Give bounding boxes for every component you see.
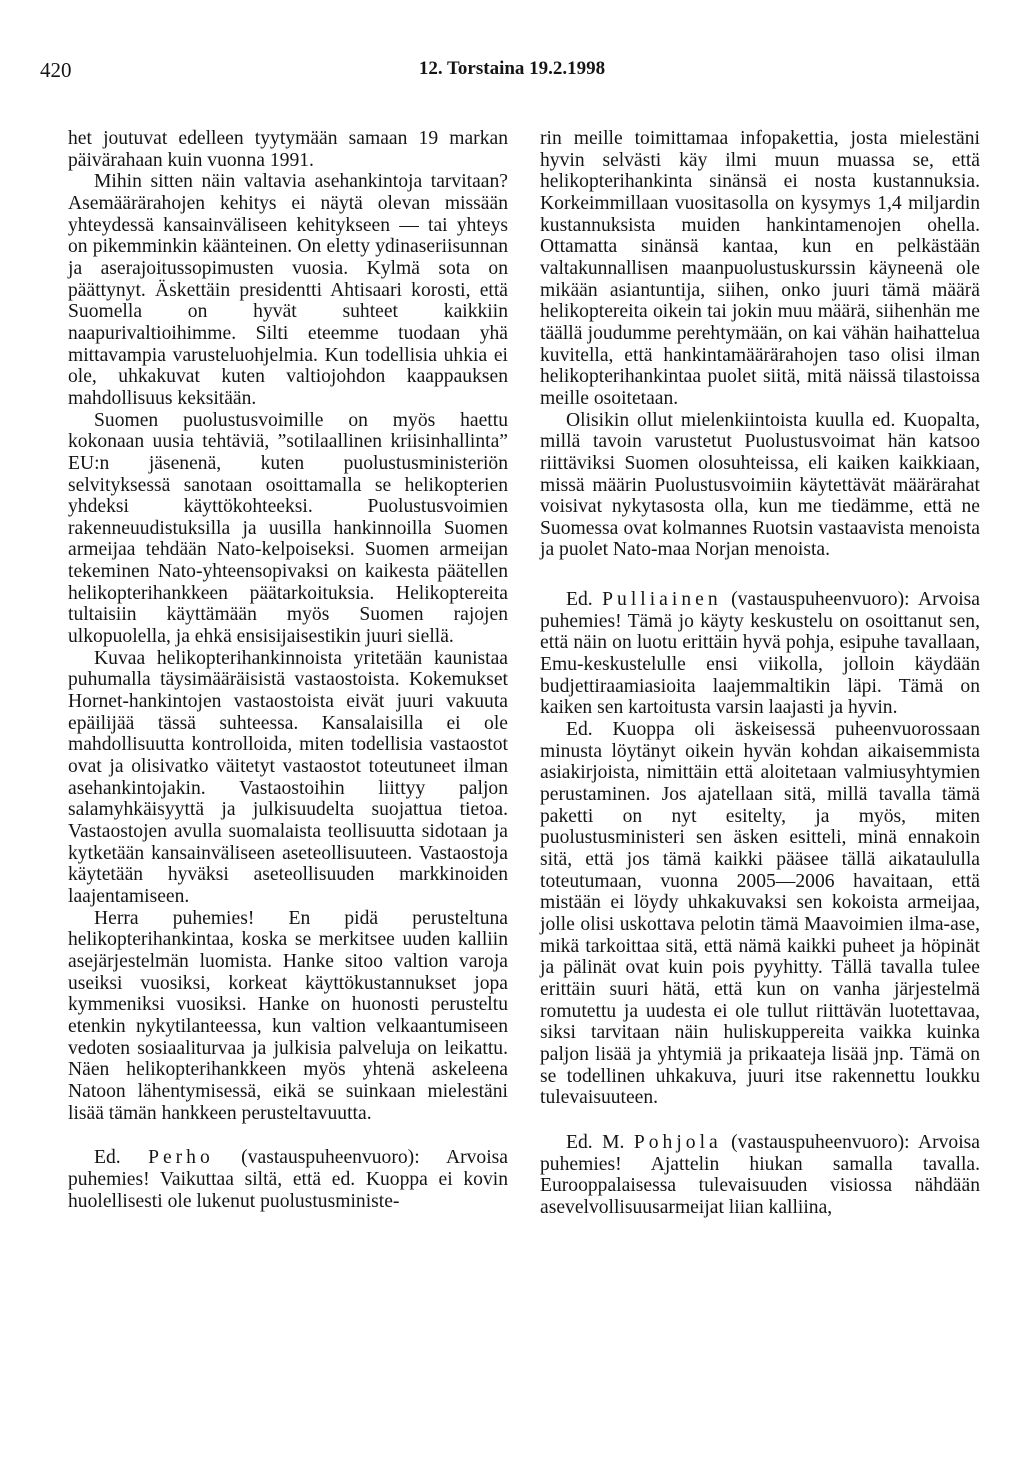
paragraph: Suomen puolustusvoimille on myös haettu kokonaan uusia tehtäviä, ”sotilaallinen kriisinhallinta” EU:n jäsenenä, kuten puolustusministeriön selvityksessä sanotaan osoittamalla se helikopterien yhdeksi käyttökohteeksi. Puolustusvoimien rakenneuudistuksilla ja uusilla hankinnoilla Suomen armeijaa tehdään Nato-kelpoiseksi. Suomen armeijan tekeminen Nato-yhteensopivaksi on kaikesta päätellen helikopterihankkeen päätarkoituksia. Helikoptereita tultaisiin käyttämään myös Suomen rajojen ulkopuolella, ja ehkä ensisijaisestikin juuri siellä. [68,409,508,648]
speaker-prefix: Ed. [566,589,603,611]
paragraph: Herra puhemies! En pidä perusteltuna helikopterihankintaa, koska se merkitsee uuden kalliin asejärjestelmän luomista. Hanke sitoo valtion varoja useiksi vuosiksi, korkeat käyttökustannukset jopa kymmeniksi vuosiksi. Hanke on huonosti perusteltu etenkin nykytilanteessa, kun valtion velkaantumiseen vedoten sosiaaliturvaa ja julkisia palveluja on leikattu. Näen helikopterihankkeen myös yhtenä askeleena Natoon lähentymisessä, eikä se suinkaan mielestäni lisää tämän hankkeen perusteltavuutta. [68,907,508,1124]
speech-text: (vastauspuheenvuoro): Arvoisa puhemies! Tämä jo käyty keskustelu on osoittanut sen, että näin on luotu erittäin hyvä pohja, esipuhe tavallaan, Emu-keskustelulle ensi viikolla, jolloin käydään budjettiraamiasioita laajemmaltikin läpi. Tämä on kaiken sen kartoitusta varsin laajasti ja hyvin. [540,589,981,719]
running-head: 12. Torstaina 19.2.1998 [418,58,606,79]
paragraph: Ed. Kuoppa oli äskeisessä puheenvuorossaan minusta löytänyt oikein hyvän kohdan aikaisemmista asiakirjoista, nimittäin että aloitetaan valmiusyhtymien perustaminen. Jos ajatellaan sitä, millä tavalla tämä paketti on nyt esitelty, ja myös, miten puolustusministeri sen äsken esitteli, minä ennakoin sitä, että jos tämä kaikki pääsee tällä aikataululla toteutumaan, vuonna 2005—2006 havaitaan, että mistään ei löydy uhkakuvaksi sen kokoista armeijaa, jolle olisi uskottava pelotin tämä Maavoimien ilma-ase, mikä tarkoittaa sitä, että nämä kaikki puheet ja höpinät ja pälinät ovat kuin pois pyyhitty. Tällä tavalla tulee erittäin suuri hätä, että kun on vanha järjestelmä romutettu ja uudesta ei ole tullut riittävän luotettavaa, siksi tarvitaan näin huliskuppereita vaikka kuinka paljon lisää ja yhtymiä ja prikaateja lisää jnp. Tämä on se todellinen uhkakuva, juuri itse rakennettu loukku tulevaisuuteen. [540,719,980,1109]
left-column [68,128,508,1212]
speaker-name: Perho [148,1147,214,1169]
page-number: 420 [40,58,72,82]
paragraph: het joutuvat edelleen tyytymään samaan 19 markan päivärahaan kuin vuonna 1991. [68,128,508,171]
speech-perho [68,1147,508,1212]
paragraph: Kuvaa helikopterihankinnoista yritetään kaunistaa puhumalla täysimääräisistä vastaostoista. Kokemukset Hornet-hankintojen vastaostoista eivät juuri vakuuta epäilijää tässä suhteessa. Kansalaisilla ei ole mahdollisuutta kontrolloida, miten todellisia vastaostot ovat ja olisivatko väitetyt vastaostot toteutuneet ilman asehankintojakin. Vastaostoihin liittyy paljon salamyhkäisyyttä ja julkisuudelta suojattua tietoa. Vastaostojen avulla suomalaista teollisuutta sidotaan ja kytketään kansainväliseen aseteollisuuteen. Vastaostoja käytetään hyväksi aseteollisuuden markkinoiden laajentamiseen. [68,647,508,907]
paragraph: Olisikin ollut mielenkiintoista kuulla ed. Kuopalta, millä tavoin varustetut Puolustusvoimat hän katsoo riittäviksi Suomen olosuhteissa, eli kaiken kaikkiaan, missä määrin Puolustusvoimiin käytettävät määrärahat voisivat nykytasosta olla, kun me tiedämme, että ne Suomessa ovat kolmannes Ruotsin vastaavista menoista ja puolet Nato-maa Norjan menoista. [540,409,980,561]
speech-text: (vastauspuheenvuoro): Arvoisa puhemies! Vaikuttaa siltä, että ed. Kuoppa ei kovin huolellisesti ole lukenut puolustusministe- [68,1147,508,1212]
speech-pulliainen [540,589,980,719]
page-header [40,58,984,88]
speaker-name: Pulliainen [602,589,722,611]
right-column [540,128,980,1219]
speech-text: (vastauspuheenvuoro): Arvoisa puhemies! Ajattelin hiukan samalla tavalla. Eurooppalaisessa tulevaisuuden visiossa nähdään asevelvollisuusarmeijat liian kalliina, [540,1131,980,1218]
speaker-name: Pohjola [633,1131,722,1153]
paragraph: rin meille toimittamaa infopakettia, josta mielestäni hyvin selvästi käy ilmi muun muassa se, että helikopterihankinta sinänsä ei nosta kustannuksia. Korkeimmillaan vuositasolla on kysymys 1,4 miljardin kustannuksista muiden hankintamenojen ohella. Ottamatta sinänsä kantaa, kun en pelkästään valtakunnallisen maanpuolustuskurssin käyneenä ole mikään asiantuntija, siihen, onko juuri tämä määrä helikoptereita oikein tai jokin muu määrä, siihenhän me täällä joudumme perehtymään, on kai vähän haihattelua kuvitella, että hankintamäärärahojen taso olisi ilman helikopterihankintaa puolet siitä, mitä näissä tilastoissa meille osoitetaan. [540,128,980,409]
speaker-prefix: Ed. [94,1147,149,1169]
speech-pohjola [540,1132,980,1219]
paragraph: Mihin sitten näin valtavia asehankintoja tarvitaan? Asemäärärahojen kehitys ei näytä olevan missään yhteydessä kansainväliseen kehitykseen — tai yhteys on pikemminkin käänteinen. On eletty ydinaseriisunnan ja aserajoitussopimusten vuosia. Kylmä sota on päättynyt. Äskettäin presidentti Ahtisaari korosti, että Suomella on hyvät suhteet kaikkiin naapurivaltioihimme. Silti eteemme tuodaan yhä mittavampia varusteluohjelmia. Kun todellisia uhkia ei ole, uhkakuvat kuten valtiojohdon kaappauksen mahdollisuus keksitään. [68,171,508,409]
speaker-prefix: Ed. M. [566,1131,634,1153]
